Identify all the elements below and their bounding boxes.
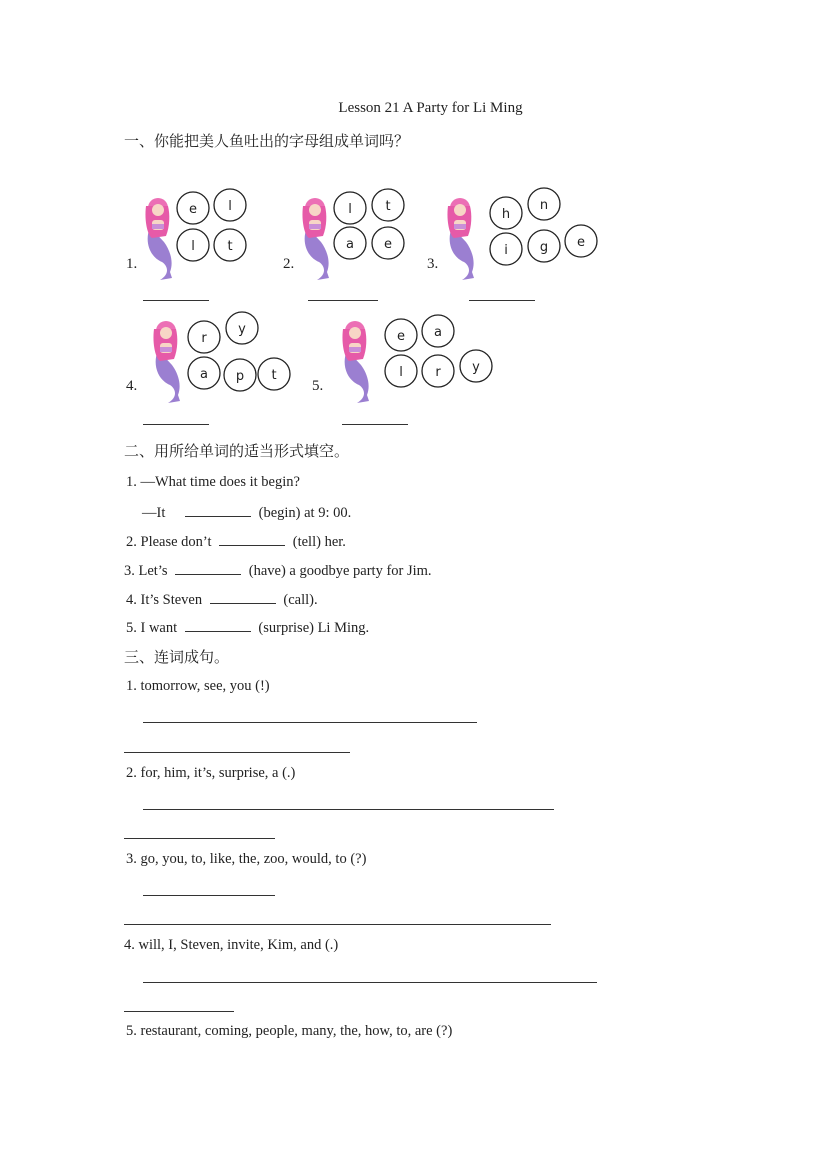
puzzle-1-letter: t [227,239,233,254]
s2-question-2 [126,531,346,551]
puzzle-2-letter: a [346,237,354,252]
s2-question-1-answer [142,502,351,522]
s3-answer-line-3a[interactable] [143,895,275,896]
puzzle-3-number: 3. [427,256,439,272]
s2-q3-suffix: (have) a goodbye party for Jim. [248,563,432,579]
puzzle-4-mermaid-icon [153,321,180,403]
mermaid-puzzles [120,180,620,440]
answer-line-2[interactable] [308,300,378,301]
section1-heading: 一、你能把美人鱼吐出的字母组成单词吗？ [124,132,410,150]
puzzle-5-number: 5. [312,378,324,394]
puzzle-2-number: 2. [283,256,295,272]
s2-q1-prefix: —It [142,505,166,521]
answer-line-5[interactable] [342,424,408,425]
puzzle-3-letter: n [539,198,549,213]
puzzle-4-letter: a [200,367,208,382]
puzzle-1-letter: e [189,202,197,217]
puzzle-2-letter: l [348,202,352,217]
s2-q4-prefix: 4. It’s Steven [126,592,203,608]
puzzle-2-letter: e [384,237,392,252]
s2-blank-3[interactable] [175,560,241,575]
answer-line-3[interactable] [469,300,535,301]
s2-q5-suffix: (surprise) Li Ming. [258,620,370,636]
puzzle-5-mermaid-icon [342,321,369,403]
s2-question-3 [124,560,432,580]
puzzle-4-letter: y [238,322,246,337]
puzzle-4-number: 4. [126,378,138,394]
s3-answer-line-1a[interactable] [143,722,477,723]
s3-answer-line-3b[interactable] [124,924,551,925]
answer-line-1[interactable] [143,300,209,301]
s2-q3-prefix: 3. Let’s [124,563,168,579]
s2-question-5 [126,617,369,637]
s3-question-2: 2. for, him, it’s, surprise, a (.) [126,765,296,781]
s3-answer-line-2a[interactable] [143,809,554,810]
s2-blank-4[interactable] [210,589,276,604]
puzzle-3-letter: g [539,240,549,255]
s2-q1-suffix: (begin) at 9: 00. [258,505,352,521]
puzzle-2-letter: t [385,199,391,214]
puzzle-4-letter: t [271,368,277,383]
s2-q4-suffix: (call). [283,592,318,608]
puzzle-5-letter: l [399,365,403,380]
puzzle-3-mermaid-icon [447,198,474,280]
s2-blank-2[interactable] [219,531,285,546]
s2-question-4 [126,589,318,609]
s3-answer-line-4a[interactable] [143,982,597,983]
s3-question-5: 5. restaurant, coming, people, many, the, how, to, are (?) [126,1023,453,1039]
puzzle-5-letter: y [472,360,480,375]
puzzle-4-letter: p [235,369,245,384]
s3-answer-line-4b[interactable] [124,1011,234,1012]
s2-q5-prefix: 5. I want [126,620,178,636]
s3-question-3: 3. go, you, to, like, the, zoo, would, to (?) [126,851,367,867]
puzzle-3-letter: e [577,235,585,250]
puzzle-2-mermaid-icon [302,198,329,280]
answer-line-4[interactable] [143,424,209,425]
puzzle-5-letter: a [434,325,442,340]
puzzle-5-letter: r [435,365,441,380]
section2-heading: 二、用所给单词的适当形式填空。 [124,442,350,460]
s2-q2-prefix: 2. Please don’t [126,534,212,550]
puzzle-5-letter: e [397,329,405,344]
s3-question-1: 1. tomorrow, see, you (!) [126,678,270,694]
s2-question-1: 1. —What time does it begin? [126,474,300,490]
s3-question-4: 4. will, I, Steven, invite, Kim, and (.) [124,937,339,953]
puzzle-4-letter: r [201,331,207,346]
puzzle-3-letter: i [504,243,508,258]
s2-blank-5[interactable] [185,617,251,632]
puzzle-1-number: 1. [126,256,138,272]
puzzle-1-letter: l [228,199,232,214]
s3-answer-line-2b[interactable] [124,838,275,839]
s2-q2-suffix: (tell) her. [292,534,346,550]
s3-answer-line-1b[interactable] [124,752,350,753]
section3-heading: 三、连词成句。 [124,648,230,666]
puzzle-3-letter: h [501,207,511,222]
s2-blank-1[interactable] [185,502,251,517]
puzzle-1-mermaid-icon [145,198,172,280]
puzzle-1-letter: l [191,239,195,254]
page-title: Lesson 21 A Party for Li Ming [338,100,523,116]
